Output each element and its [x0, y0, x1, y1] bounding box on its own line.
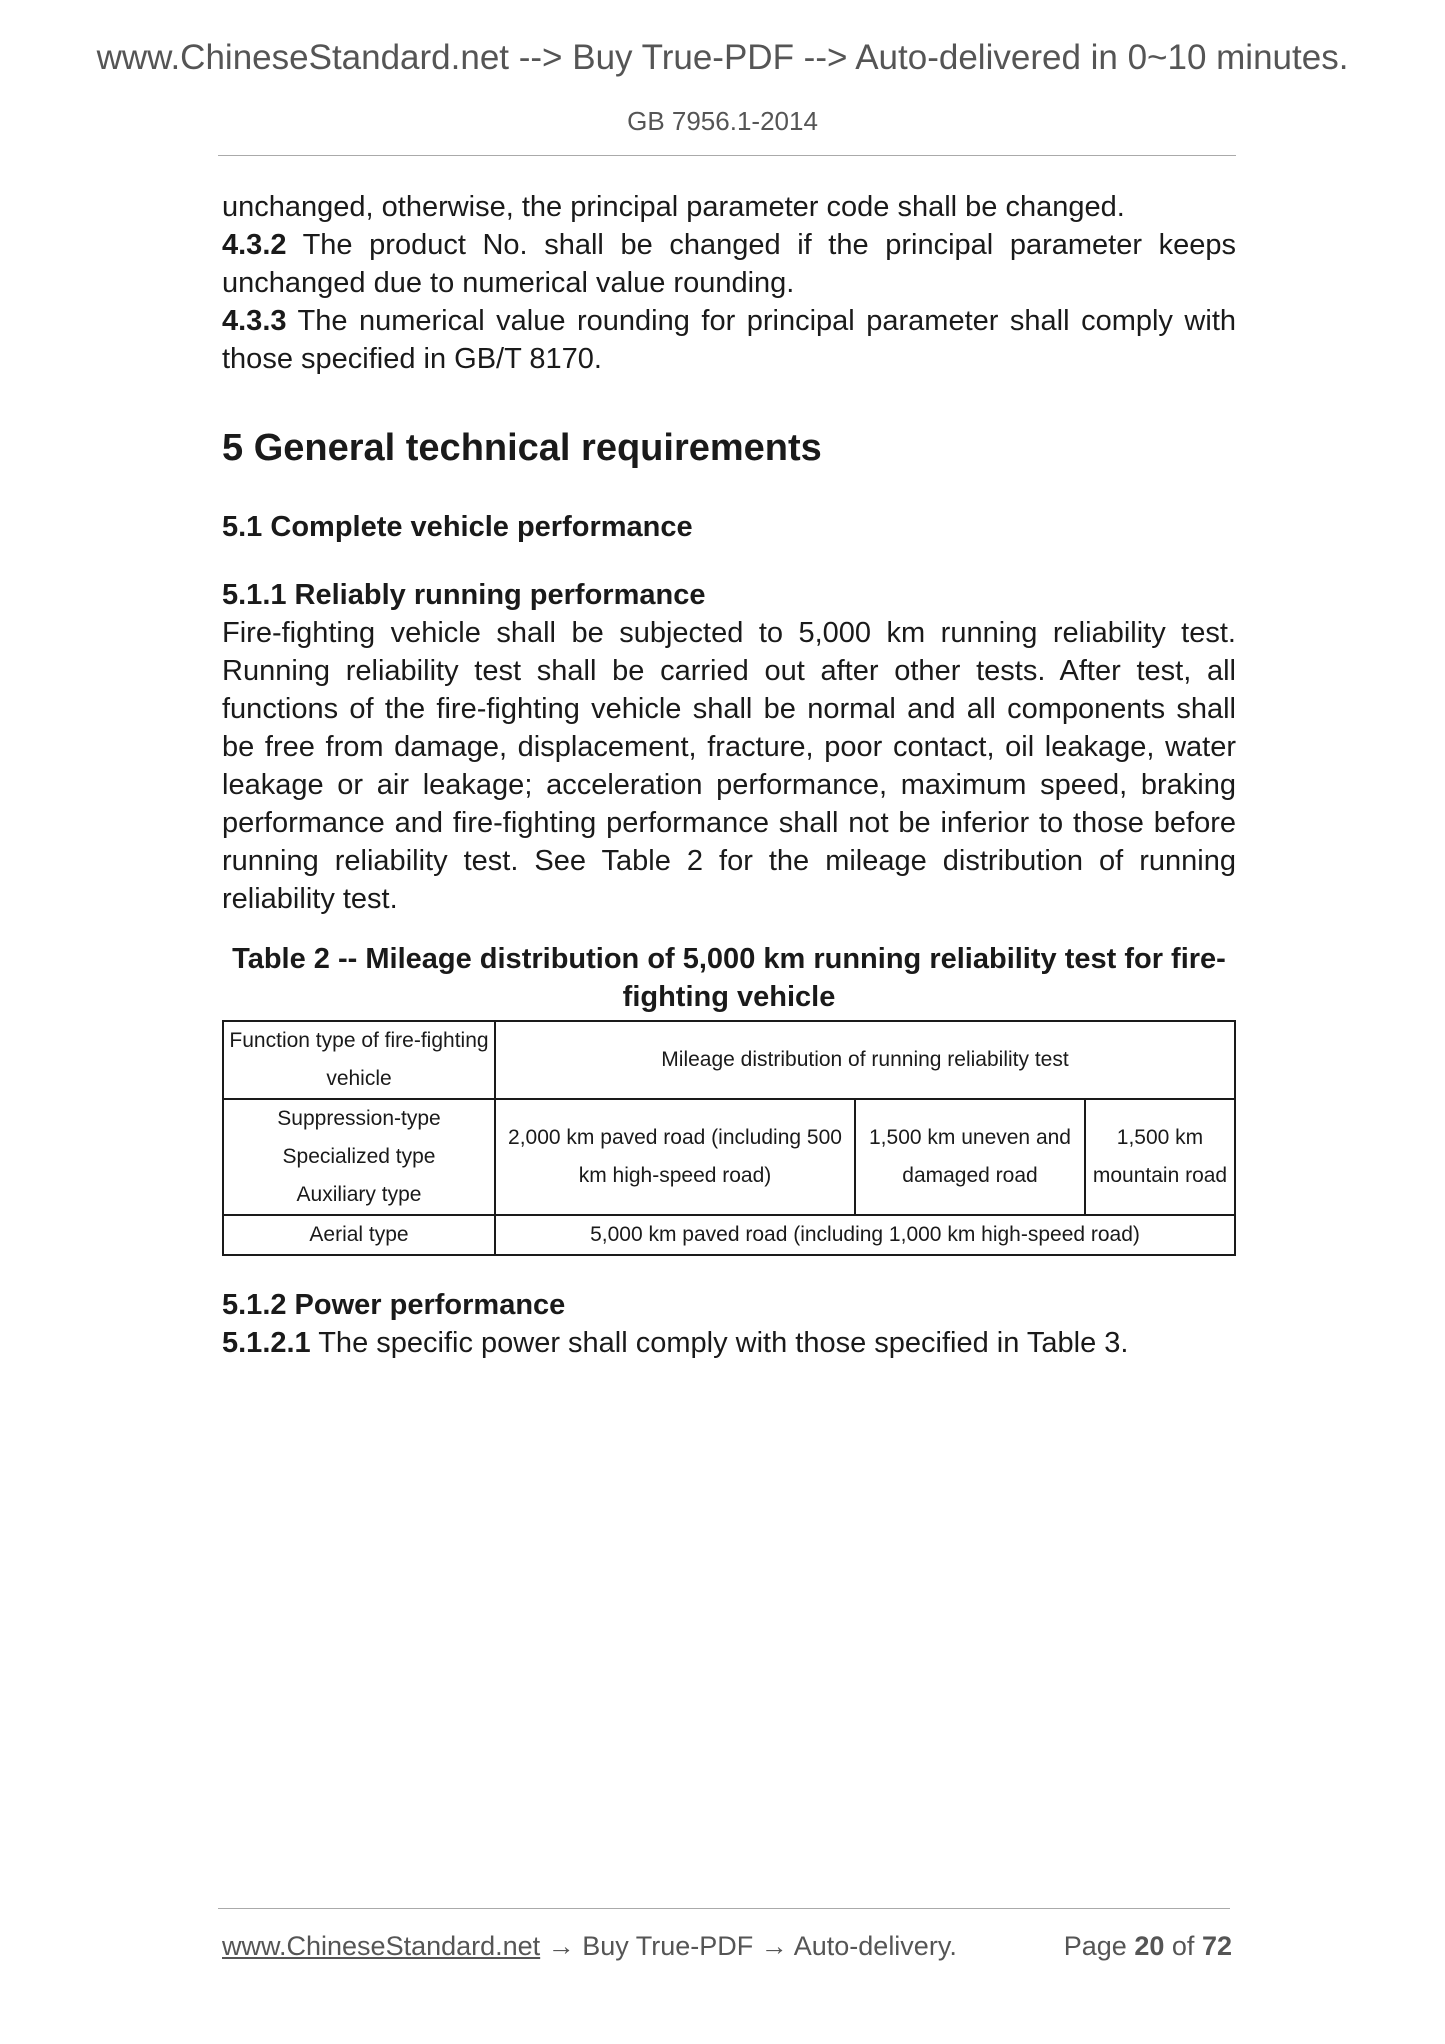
clause-5-1-2-1 [222, 1324, 1236, 1362]
clause-4-3-3 [222, 302, 1236, 378]
promo-banner: www.ChineseStandard.net --> Buy True-PDF --> Auto-delivered in 0~10 minutes. [96, 38, 1349, 77]
clause-5-1-1-paragraph: Fire-fighting vehicle shall be subjected to 5,000 km running reliability test. Running reliability test shall be carried out after other tests. After test, all functions of the fire-fighting vehicle shall be normal and all components shall be free from damage, displacement, fracture, poor contact, oil leakage, water leakage or air leakage; acceleration performance, maximum speed, braking performance and fire-fighting performance shall not be inferior to those before running reliability test. See Table 2 for the mileage distribution of running reliability test. [222, 617, 1236, 915]
clause-number: 4.3.2 [222, 229, 287, 261]
cell-uneven-road: 1,500 km uneven and damaged road [855, 1099, 1085, 1215]
vehicle-type: Suppression-type [277, 1107, 441, 1130]
vehicle-type: Specialized type [282, 1145, 436, 1168]
table-header-row [223, 1021, 1235, 1099]
clause-number: 4.3.3 [222, 305, 287, 337]
subsection-heading-5-1: 5.1 Complete vehicle performance [222, 511, 693, 543]
clause-text: The numerical value rounding for principal parameter shall comply with those specified in GB/T 8170. [222, 305, 1236, 375]
cell-mountain-road: 1,500 km mountain road [1085, 1099, 1235, 1215]
footer-tagline: → Buy True-PDF → Auto-delivery. [540, 1931, 957, 1961]
of-word: of [1171, 1931, 1195, 1961]
table-row [223, 1215, 1235, 1255]
table-2-caption: Table 2 -- Mileage distribution of 5,000 km running reliability test for fire-fighting vehicle [232, 943, 1226, 1013]
header-cell-mileage: Mileage distribution of running reliability test [495, 1021, 1235, 1099]
table-row [223, 1099, 1235, 1215]
clause-number: 5.1.2.1 [222, 1327, 311, 1359]
footer-left [222, 1928, 957, 1964]
subsection-heading-5-1-1: 5.1.1 Reliably running performance [222, 579, 706, 611]
clause-text: The specific power shall comply with those specified in Table 3. [310, 1327, 1129, 1359]
cell-vehicle-types [223, 1099, 495, 1215]
standard-number: GB 7956.1-2014 [627, 106, 818, 136]
clause-text: The product No. shall be changed if the principal parameter keeps unchanged due to numerical value rounding. [222, 229, 1236, 299]
cell-paved-road: 2,000 km paved road (including 500 km high-speed road) [495, 1099, 855, 1215]
subsection-heading-5-1-2: 5.1.2 Power performance [222, 1289, 566, 1321]
continued-paragraph: unchanged, otherwise, the principal parameter code shall be changed. [222, 191, 1125, 223]
clause-4-3-2 [222, 226, 1236, 302]
page-number: 20 [1134, 1931, 1165, 1961]
header-divider [218, 155, 1236, 156]
mileage-distribution-table [222, 1020, 1236, 1256]
cell-aerial-type: Aerial type [223, 1215, 495, 1255]
header-cell-function-type: Function type of fire-fighting vehicle [223, 1021, 495, 1099]
page-content [222, 188, 1236, 1362]
vehicle-type: Auxiliary type [296, 1183, 422, 1206]
page-total: 72 [1201, 1931, 1232, 1961]
cell-aerial-distribution: 5,000 km paved road (including 1,000 km high-speed road) [495, 1215, 1235, 1255]
page-word: Page [1063, 1931, 1127, 1961]
site-link[interactable]: www.ChineseStandard.net [222, 1931, 541, 1961]
page-indicator [1064, 1928, 1232, 1964]
footer-divider [218, 1908, 1230, 1909]
section-heading-5: 5 General technical requirements [222, 427, 822, 469]
